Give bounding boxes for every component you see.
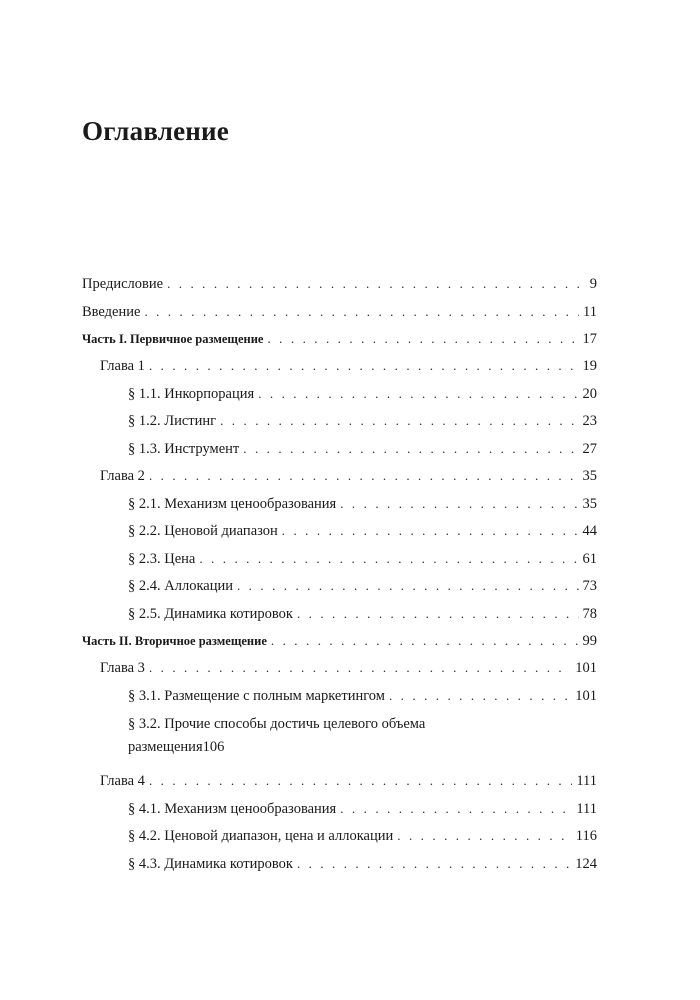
toc-page-number: 9	[589, 276, 597, 292]
toc-page-number: 61	[582, 550, 597, 567]
toc-entry-label: § 2.4. Аллокации	[128, 578, 233, 594]
toc-page-number: 17	[582, 331, 597, 347]
leader-dots	[149, 771, 572, 791]
leader-dots	[297, 854, 571, 874]
toc-entry-label: Глава 1	[100, 358, 145, 374]
toc-page-number: 111	[576, 800, 597, 817]
toc-entry-label: § 2.5. Динамика котировок	[128, 605, 293, 622]
toc-page-number: 20	[582, 385, 597, 402]
toc-page-number: 44	[582, 523, 597, 539]
toc-entry-chapter-2[interactable]	[82, 466, 597, 494]
toc-entry-section-3-1[interactable]	[82, 686, 597, 714]
toc-page-number: 101	[575, 660, 597, 676]
toc-entry-label: § 3.2. Прочие способы достичь целевого объема	[128, 716, 426, 732]
toc-entry-section-3-2[interactable]	[82, 713, 597, 771]
leader-dots	[199, 549, 578, 569]
toc-entry-section-1-3[interactable]	[82, 439, 597, 467]
leader-dots	[149, 356, 579, 376]
page-title: Оглавление	[82, 116, 229, 146]
toc-entry-preface[interactable]	[82, 274, 597, 302]
leader-dots	[267, 329, 578, 349]
toc-page-number: 35	[582, 495, 597, 512]
toc-entry-label: Введение	[82, 303, 141, 320]
toc-entry-label: § 3.1. Размещение с полным маркетингом	[128, 687, 385, 704]
toc-page-number: 99	[582, 633, 597, 649]
leader-dots	[389, 686, 571, 706]
toc-entry-section-2-4[interactable]	[82, 576, 597, 604]
toc-entry-part-2[interactable]	[82, 631, 597, 658]
toc-entry-chapter-3[interactable]	[82, 658, 597, 686]
toc-entry-part-1[interactable]	[82, 329, 597, 356]
toc-entry-label: Часть II. Вторичное размещение	[82, 634, 267, 648]
toc-page-number: 78	[582, 605, 597, 622]
toc-page-number: 11	[583, 303, 597, 320]
toc-entry-introduction[interactable]	[82, 302, 597, 330]
leader-dots	[282, 521, 579, 541]
toc-entry-section-1-2[interactable]	[82, 411, 597, 439]
toc-page-number: 111	[576, 773, 597, 789]
toc-entry-label: § 1.2. Листинг	[128, 413, 217, 429]
toc-page-number: 19	[582, 358, 597, 374]
leader-dots	[340, 799, 572, 819]
toc-page-number: 116	[575, 828, 597, 844]
toc-entry-label: § 1.1. Инкорпорация	[128, 385, 255, 402]
toc-page-number: 101	[575, 687, 597, 704]
leader-dots	[258, 384, 578, 404]
leader-dots	[271, 631, 579, 651]
leader-dots	[237, 576, 579, 596]
toc-page-number: 35	[582, 468, 597, 484]
leader-dots	[220, 411, 578, 431]
leader-dots	[144, 302, 579, 322]
toc-page-number: 106	[202, 739, 225, 755]
toc-entry-label: Глава 2	[100, 468, 145, 484]
toc-entry-section-2-2[interactable]	[82, 521, 597, 549]
toc-entry-label: § 4.1. Механизм ценообразования	[128, 800, 337, 817]
toc-entry-section-2-3[interactable]	[82, 549, 597, 577]
toc-entry-label: § 2.1. Механизм ценообразования	[128, 495, 337, 512]
toc-page-number: 27	[582, 440, 597, 457]
leader-dots	[397, 826, 572, 846]
toc-entry-label-continuation-line	[128, 736, 597, 759]
toc-entry-label-continuation: размещения	[128, 739, 203, 755]
leader-dots	[297, 604, 579, 624]
toc-entry-label: § 1.3. Инструмент	[128, 440, 240, 457]
toc-entry-chapter-1[interactable]	[82, 356, 597, 384]
leader-dots	[243, 439, 578, 459]
leader-dots	[149, 466, 579, 486]
toc-entry-section-4-3[interactable]	[82, 854, 597, 882]
leader-dots	[149, 658, 571, 678]
toc-entry-section-4-1[interactable]	[82, 799, 597, 827]
leader-dots	[340, 494, 578, 514]
toc-entry-section-4-2[interactable]	[82, 826, 597, 854]
toc-entry-chapter-4[interactable]	[82, 771, 597, 799]
toc-page-number: 124	[575, 855, 597, 872]
leader-dots	[167, 274, 586, 294]
toc-entry-section-2-5[interactable]	[82, 604, 597, 632]
toc-entry-label: § 2.2. Ценовой диапазон	[128, 523, 278, 539]
table-of-contents	[82, 274, 597, 881]
toc-entry-label: Предисловие	[82, 276, 164, 292]
toc-entry-section-1-1[interactable]	[82, 384, 597, 412]
toc-page-number: 23	[582, 413, 597, 429]
toc-entry-label: § 2.3. Цена	[128, 550, 196, 567]
toc-page-number: 73	[582, 578, 597, 594]
toc-entry-label: Глава 4	[100, 773, 145, 789]
toc-entry-label: § 4.3. Динамика котировок	[128, 855, 293, 872]
toc-entry-label: Глава 3	[100, 660, 145, 676]
toc-entry-section-2-1[interactable]	[82, 494, 597, 522]
toc-entry-label: Часть I. Первичное размещение	[82, 332, 264, 346]
toc-entry-label: § 4.2. Ценовой диапазон, цена и аллокации	[128, 828, 394, 844]
